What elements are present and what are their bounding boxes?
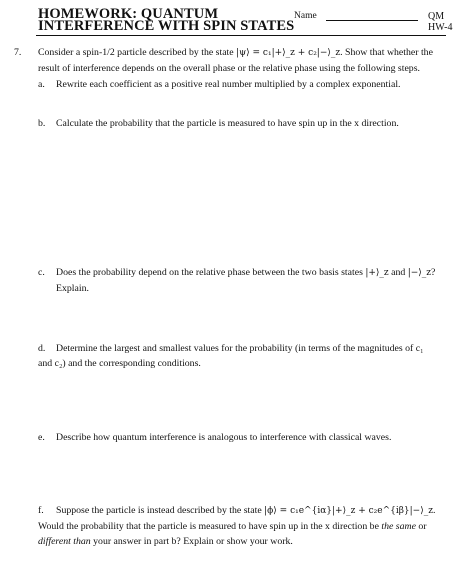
name-label: Name bbox=[294, 11, 317, 21]
part-c bbox=[38, 265, 438, 296]
part-text-mid: . Would the probability that the particle is measured to have spin up in the x direction be bbox=[38, 505, 436, 532]
course-code bbox=[428, 11, 452, 33]
part-text-start: Does the probability depend on the relative phase between the two basis states bbox=[56, 267, 366, 278]
homework-number: HW-4 bbox=[428, 22, 453, 33]
part-label: d. bbox=[38, 343, 46, 354]
part-text: Rewrite each coefficient as a positive real number multiplied by a complex exponential. bbox=[56, 79, 401, 90]
assignment-title bbox=[38, 8, 294, 32]
part-text-end: your answer in part b? Explain or show your work. bbox=[90, 536, 293, 547]
part-text: Calculate the probability that the particle is measured to have spin up in the x direction. bbox=[56, 118, 399, 129]
part-label: b. bbox=[38, 118, 46, 129]
part-f bbox=[38, 503, 448, 549]
part-label: a. bbox=[38, 79, 45, 90]
part-text-explain: Explain. bbox=[56, 283, 89, 294]
name-blank-line bbox=[326, 20, 418, 21]
problem-intro bbox=[38, 45, 448, 76]
part-e bbox=[38, 430, 391, 445]
ket-plus-z: |+⟩_z bbox=[365, 268, 389, 278]
problem-number: 7. bbox=[14, 47, 22, 58]
part-text-or: or bbox=[415, 521, 427, 532]
part-text: Describe how quantum interference is analogous to interference with classical waves. bbox=[56, 432, 392, 443]
part-text-and: and bbox=[388, 267, 408, 278]
part-text-question: ? bbox=[431, 267, 436, 278]
part-b bbox=[38, 116, 399, 131]
emphasis-same: the same bbox=[381, 521, 416, 532]
part-d bbox=[38, 341, 438, 371]
part-label: e. bbox=[38, 432, 45, 443]
phi-state-equation: |ϕ⟩ = c₁e^{iα}|+⟩_z + c₂e^{iβ}|−⟩_z bbox=[264, 506, 433, 516]
intro-text-start: Consider a spin-1/2 particle described by the state bbox=[38, 47, 237, 58]
ket-minus-z: |−⟩_z bbox=[407, 268, 432, 278]
part-text-start: Suppose the particle is instead described by the state bbox=[56, 505, 265, 516]
intro-text-end: . Show that whether the result of interference depends on the overall phase or the relative phase using the following steps. bbox=[38, 47, 433, 74]
intro-state-equation: |ψ⟩ = c₁|+⟩_z + c₂|−⟩_z bbox=[236, 48, 341, 58]
title-line-1: HOMEWORK: QUANTUM bbox=[38, 6, 219, 22]
part-label: f. bbox=[38, 505, 44, 516]
header-rule bbox=[36, 35, 446, 36]
title-line-2: INTERFERENCE WITH SPIN STATES bbox=[38, 18, 295, 34]
part-a bbox=[38, 77, 401, 92]
part-label: c. bbox=[38, 267, 45, 278]
emphasis-different: different than bbox=[38, 536, 91, 547]
part-text: Determine the largest and smallest values for the probability (in terms of the magnitudes of c₁ and c₂) and the corresponding conditions. bbox=[38, 343, 424, 369]
course-label: QM bbox=[428, 11, 445, 22]
